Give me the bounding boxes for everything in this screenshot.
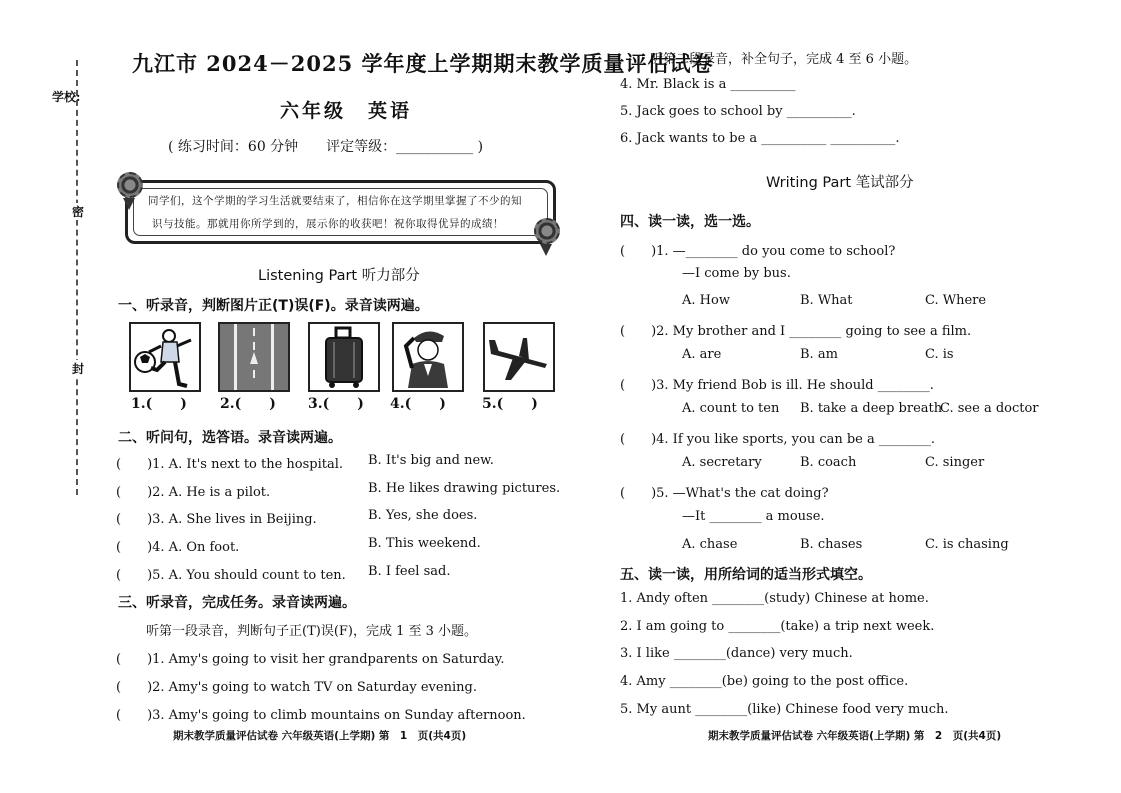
s4-q1-b: B. What [800, 293, 853, 308]
s5-q1: 1. Andy often ________(study) Chinese at home. [620, 591, 929, 606]
fill-q6: 6. Jack wants to be a __________ __________. [620, 131, 900, 146]
s4-q2: ( )2. My brother and I ________ going to see a film. [620, 324, 972, 339]
picture-answer-4[interactable]: 4.( ) [390, 396, 446, 412]
fill-q4: 4. Mr. Black is a __________ [620, 77, 796, 92]
suitcase-icon [308, 322, 380, 392]
s5-q5: 5. My aunt ________(like) Chinese food very much. [620, 702, 949, 717]
ribbon-icon [123, 198, 135, 210]
s5-q3: 3. I like ________(dance) very much. [620, 646, 853, 661]
picture-answer-1[interactable]: 1.( ) [131, 396, 187, 412]
binding-school-label: 学校: [52, 90, 81, 104]
s4-q5-b: B. chases [800, 537, 863, 552]
s4-q3-b: B. take a deep breath [800, 401, 943, 416]
s4-q5-a: A. chase [682, 537, 738, 552]
s2-q5-a: ( )5. A. You should count to ten. [116, 568, 346, 583]
pilot-saluting-icon [392, 322, 464, 392]
s5-q2: 2. I am going to ________(take) a trip next week. [620, 619, 935, 634]
picture-answer-5[interactable]: 5.( ) [482, 396, 538, 412]
s2-q2-a: ( )2. A. He is a pilot. [116, 485, 271, 500]
s4-q2-b: B. am [800, 347, 838, 362]
s5-q4: 4. Amy ________(be) going to the post office. [620, 674, 909, 689]
airplane-icon [483, 322, 555, 392]
s3-intro: 听第一段录音，判断句子正(T)误(F)，完成 1 至 3 小题。 [146, 624, 478, 639]
s2-q3-a: ( )3. A. She lives in Beijing. [116, 512, 317, 527]
s4-q5-c: C. is chasing [925, 537, 1009, 552]
binding-dashed-line [76, 60, 78, 495]
s3-q2: ( )2. Amy's going to watch TV on Saturday evening. [116, 680, 477, 695]
s4-q5: ( )5. —What's the cat doing? [620, 486, 829, 501]
s2-q5-b: B. I feel sad. [368, 564, 451, 579]
left-footer: 期末教学质量评估试卷 六年级英语(上学期) 第 1 页(共4页) [173, 730, 467, 742]
s4-q2-a: A. are [682, 347, 722, 362]
picture-answer-3[interactable]: 3.( ) [308, 396, 364, 412]
s2-q2-b: B. He likes drawing pictures. [368, 481, 561, 496]
s2-q1-a: ( )1. A. It's next to the hospital. [116, 457, 344, 472]
road-lanes-icon [218, 322, 290, 392]
s3-q1: ( )1. Amy's going to visit her grandparents on Saturday. [116, 652, 505, 667]
section-1-heading: 一、听录音，判断图片正(T)误(F)。录音读两遍。 [118, 298, 429, 314]
s2-q3-b: B. Yes, she does. [368, 508, 478, 523]
s4-q4-b: B. coach [800, 455, 857, 470]
exam-subtitle: 六年级 英语 [280, 100, 413, 122]
section-2-heading: 二、听问句，选答语。录音读两遍。 [118, 430, 342, 446]
fill-q5: 5. Jack goes to school by __________. [620, 104, 856, 119]
medal-icon [534, 218, 560, 244]
s4-q4: ( )4. If you like sports, you can be a ________. [620, 432, 936, 447]
s4-q3: ( )3. My friend Bob is ill. He should ________. [620, 378, 934, 393]
right-footer: 期末教学质量评估试卷 六年级英语(上学期) 第 2 页(共4页) [708, 730, 1002, 742]
s2-q4-a: ( )4. A. On foot. [116, 540, 240, 555]
s4-q1-c: C. Where [925, 293, 987, 308]
s2-q4-b: B. This weekend. [368, 536, 481, 551]
s4-q3-a: A. count to ten [682, 401, 780, 416]
s4-q4-a: A. secretary [682, 455, 762, 470]
s4-q2-c: C. is [925, 347, 954, 362]
banner-line-1: 同学们，这个学期的学习生活就要结束了，相信你在这学期里掌握了不少的知 [148, 195, 522, 207]
s4-q5-line2: —It ________ a mouse. [682, 509, 825, 524]
s4-q1-a: A. How [682, 293, 730, 308]
exam-meta: ( 练习时间：60 分钟 评定等级：___________ ) [168, 139, 484, 155]
section-3-heading: 三、听录音，完成任务。录音读两遍。 [118, 595, 356, 611]
binding-mi-label: 密 [72, 205, 85, 219]
section-4-heading: 四、读一读，选一选。 [620, 214, 760, 230]
s3-q3: ( )3. Amy's going to climb mountains on Sunday afternoon. [116, 708, 526, 723]
greeting-banner [125, 180, 556, 244]
s4-q3-c: C. see a doctor [940, 401, 1039, 416]
s4-q1-line2: —I come by bus. [682, 266, 791, 281]
s4-q4-c: C. singer [925, 455, 985, 470]
binding-feng-label: 封 [72, 362, 85, 376]
s2-q1-b: B. It's big and new. [368, 453, 494, 468]
medal-icon [117, 172, 143, 198]
s4-q1: ( )1. —________ do you come to school? [620, 244, 896, 259]
exam-title: 九江市 2024－2025 学年度上学期期末教学质量评估试卷 [132, 51, 714, 76]
s3-intro-2: 听第二段录音，补全句子，完成 4 至 6 小题。 [650, 52, 918, 67]
section-5-heading: 五、读一读，用所给词的适当形式填空。 [620, 567, 872, 583]
writing-part-heading: Writing Part 笔试部分 [766, 175, 914, 191]
banner-line-2: 识与技能。那就用你所学到的，展示你的收获吧！祝你取得优异的成绩！ [152, 218, 504, 230]
ribbon-icon [540, 244, 552, 256]
listening-part-heading: Listening Part 听力部分 [258, 268, 420, 284]
boy-kicking-ball-icon [129, 322, 201, 392]
picture-answer-2[interactable]: 2.( ) [220, 396, 276, 412]
